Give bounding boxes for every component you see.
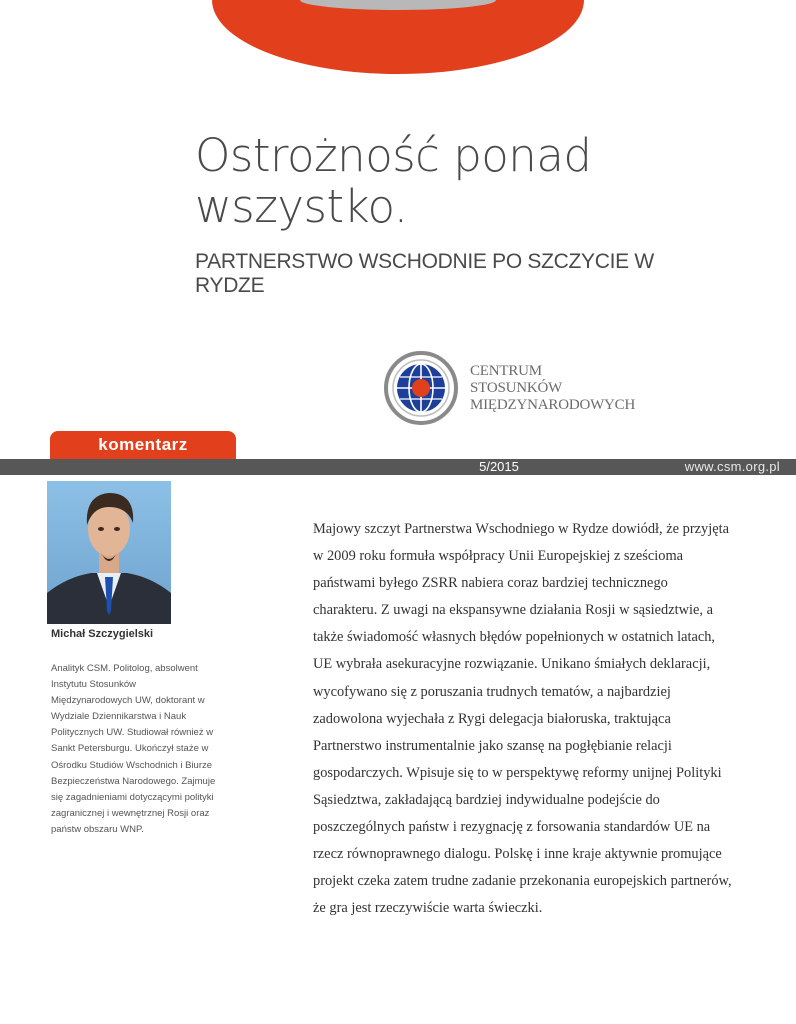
document-title: Ostrożność ponad wszystko.: [195, 129, 592, 233]
logo-line-1: CENTRUM: [470, 363, 542, 379]
globe-target-icon: [384, 351, 458, 425]
logo-line-3: MIĘDZYNARODOWYCH: [470, 397, 636, 413]
document-subtitle: PARTNERSTWO WSCHODNIE PO SZCZYCIE W RYDZE: [195, 250, 654, 297]
website-link[interactable]: www.csm.org.pl: [684, 459, 780, 474]
author-portrait-image: [47, 481, 171, 624]
logo-text: [470, 363, 635, 414]
author-name: Michał Szczygielski: [51, 628, 154, 640]
issue-number: 5/2015: [479, 459, 519, 474]
logo-line-2: STOSUNKÓW: [470, 380, 563, 396]
decorative-arc: [0, 0, 796, 80]
article-body: Majowy szczyt Partnerstwa Wschodniego w Rydze dowiódł, że przyjęta w 2009 roku formuła współpracy Unii Europejskiej z sześcioma państwami byłego ZSRR nabiera coraz bardziej technicznego charakteru. Z uwagi na ekspansywne działania Rosji w sąsiedztwie, a także świadomość własnych błędów popełnionych w ostatnich latach, UE wybrała asekuracyjne rozwiązanie. Unikano śmiałych deklaracji, wycofywano się z poruszania trudnych tematów, a najbardziej zadowolona wyjechała z Rygi delegacja białoruska, traktująca Partnerstwo instrumentalnie jako szansę na pogłębianie relacji gospodarczych. Wpisuje się to w perspektywę reformy unijnej Polityki Sąsiedztwa, zakładającą bardziej indywidualne podejście do poszczególnych państw i rezygnację z forsowania standardów UE na rzecz równoprawnego dialogu. Polskę i inne kraje aktywnie promujące projekt czeka zatem trudne zadanie przekonania europejskich partnerów, że gra jest rzeczywiście warta świeczki.: [313, 521, 732, 917]
author-photo: [47, 481, 171, 624]
section-label: komentarz: [50, 431, 236, 459]
csm-logo: [384, 351, 644, 431]
author-bio: Analityk CSM. Politolog, absolwent Instytutu Stosunków Międzynarodowych UW, doktorant w Wydziale Dziennikarstwa i Nauk Politycznych UW. Studiował również w Sankt Petersburgu. Ukończył staże w Ośrodku Studiów Wschodnich i Biurze Bezpieczeństwa Narodowego. Zajmuje się zagadnieniami dotyczącymi polityki zagranicznej i wewnętrznej Rosji oraz państw obszaru WNP.: [51, 663, 216, 835]
